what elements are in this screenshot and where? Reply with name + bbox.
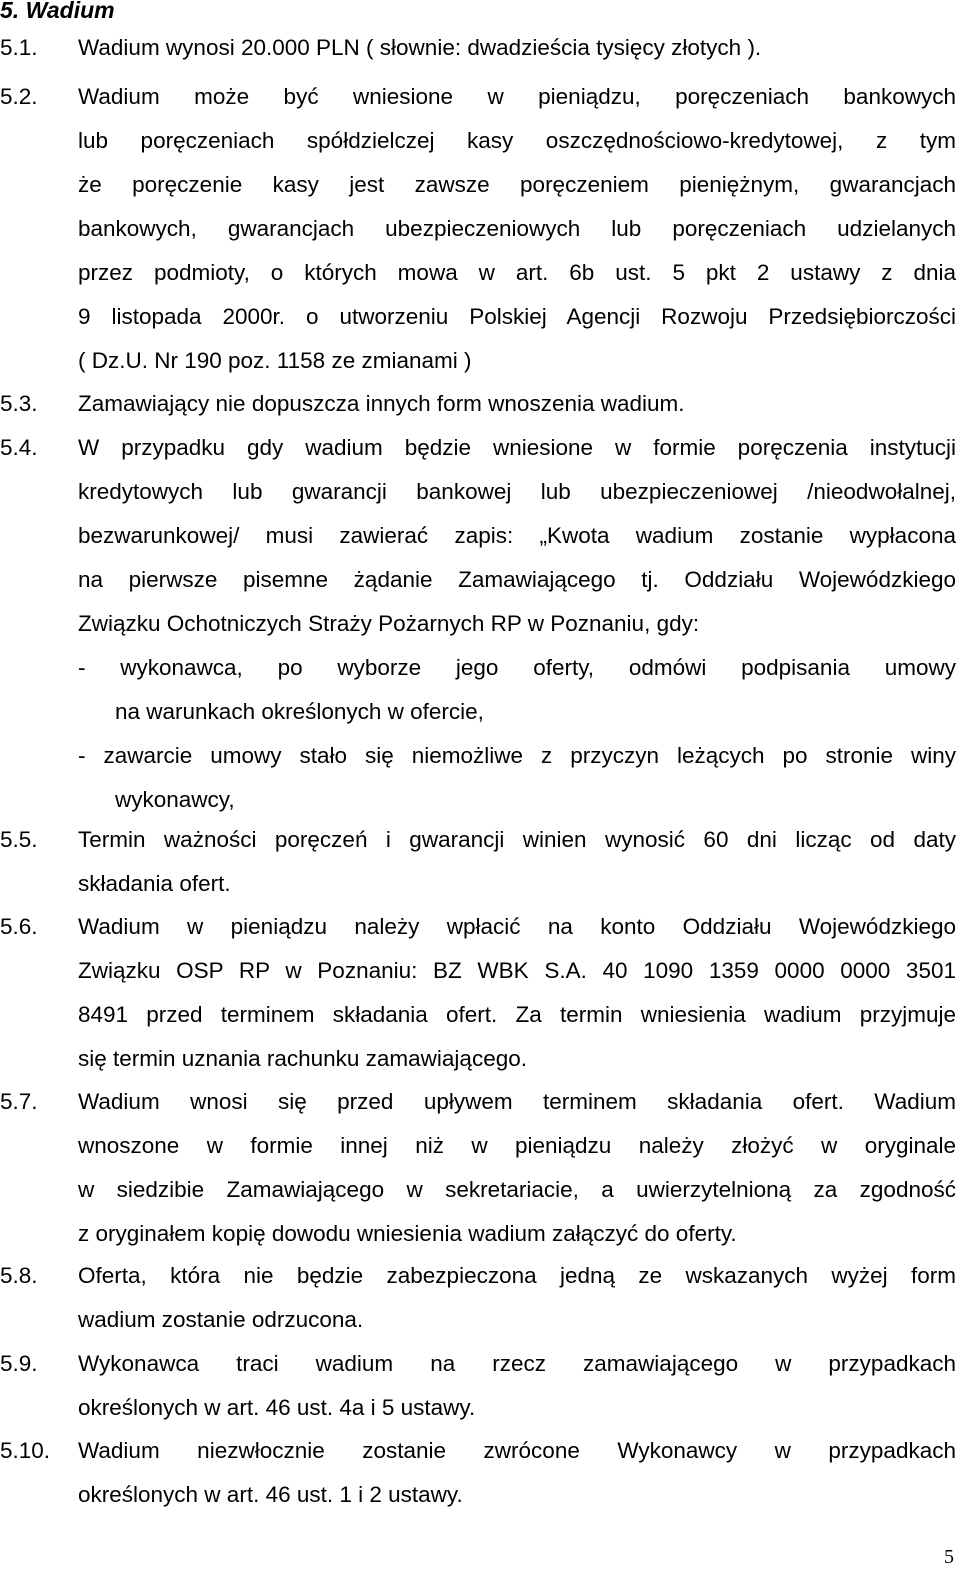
text-line: że poręczenie kasy jest zawsze poręczeniem pieniężnym, gwarancjach — [78, 172, 956, 197]
clause-number: 5.3. — [0, 391, 38, 416]
text-line: 9 listopada 2000r. o utworzeniu Polskiej Agencji Rozwoju Przedsiębiorczości — [78, 304, 956, 329]
text-line: określonych w art. 46 ust. 4a i 5 ustawy. — [78, 1395, 476, 1420]
text-line: Wykonawca traci wadium na rzecz zamawiającego w przypadkach — [78, 1351, 956, 1376]
clause-text — [78, 1080, 956, 1256]
clause-number: 5.2. — [0, 84, 38, 109]
text-line: - wykonawca, po wyborze jego oferty, odmówi podpisania umowy — [78, 655, 956, 680]
clause-text — [78, 382, 956, 426]
clause-number: 5.7. — [0, 1089, 38, 1114]
text-line: się termin uznania rachunku zamawiającego. — [78, 1046, 527, 1071]
text-line: z oryginałem kopię dowodu wniesienia wadium załączyć do oferty. — [78, 1221, 737, 1246]
text-line: - zawarcie umowy stało się niemożliwe z przyczyn leżących po stronie winy — [78, 743, 956, 768]
text-line: Wadium wynosi 20.000 PLN ( słownie: dwadzieścia tysięcy złotych ). — [78, 35, 762, 60]
clause-number: 5.8. — [0, 1263, 38, 1288]
section-heading: 5. Wadium — [0, 0, 115, 23]
text-line: składania ofert. — [78, 871, 231, 896]
text-line: bankowych, gwarancjach ubezpieczeniowych lub poręczeniach udzielanych — [78, 216, 956, 241]
clause-number: 5.1. — [0, 35, 38, 60]
text-line: W przypadku gdy wadium będzie wniesione w formie poręczenia instytucji — [78, 435, 956, 460]
text-line: bezwarunkowej/ musi zawierać zapis: „Kwota wadium zostanie wypłacona — [78, 523, 956, 548]
text-line: Związku Ochotniczych Straży Pożarnych RP w Poznaniu, gdy: — [78, 611, 700, 636]
clause-text — [78, 905, 956, 1081]
clause-number: 5.10. — [0, 1438, 51, 1463]
clause-text — [78, 1254, 956, 1342]
text-line: wadium zostanie odrzucona. — [78, 1307, 364, 1332]
clause-number: 5.5. — [0, 827, 38, 852]
text-line: wnoszone w formie innej niż w pieniądzu należy złożyć w oryginale — [78, 1133, 956, 1158]
clause-number: 5.9. — [0, 1351, 38, 1376]
text-line: w siedzibie Zamawiającego w sekretariacie, a uwierzytelnioną za zgodność — [78, 1177, 956, 1202]
page-number: 5 — [944, 1546, 954, 1568]
clause-text — [78, 426, 956, 822]
text-line: przez podmioty, o których mowa w art. 6b ust. 5 pkt 2 ustawy z dnia — [78, 260, 956, 285]
text-line: Wadium wnosi się przed upływem terminem składania ofert. Wadium — [78, 1089, 956, 1114]
text-line: 8491 przed terminem składania ofert. Za termin wniesienia wadium przyjmuje — [78, 1002, 956, 1027]
text-line: Oferta, która nie będzie zabezpieczona jedną ze wskazanych wyżej form — [78, 1263, 956, 1288]
text-line: na pierwsze pisemne żądanie Zamawiającego tj. Oddziału Wojewódzkiego — [78, 567, 956, 592]
text-line: na warunkach określonych w ofercie, — [115, 699, 484, 724]
text-line: kredytowych lub gwarancji bankowej lub ubezpieczeniowej /nieodwołalnej, — [78, 479, 956, 504]
text-line: Wadium niezwłocznie zostanie zwrócone Wykonawcy w przypadkach — [78, 1438, 956, 1463]
text-line: lub poręczeniach spółdzielczej kasy oszczędnościowo-kredytowej, z tym — [78, 128, 956, 153]
clause-text — [78, 75, 956, 383]
clause-text — [78, 26, 956, 70]
clause-number: 5.4. — [0, 435, 38, 460]
text-line: Związku OSP RP w Poznaniu: BZ WBK S.A. 40 1090 1359 0000 0000 3501 — [78, 958, 956, 983]
clause-text — [78, 818, 956, 906]
text-line: Wadium może być wniesione w pieniądzu, poręczeniach bankowych — [78, 84, 956, 109]
text-line: Termin ważności poręczeń i gwarancji winien wynosić 60 dni licząc od daty — [78, 827, 956, 852]
clause-number: 5.6. — [0, 914, 38, 939]
clause-text — [78, 1342, 956, 1430]
text-line: ( Dz.U. Nr 190 poz. 1158 ze zmianami ) — [78, 348, 472, 373]
text-line: wykonawcy, — [115, 787, 235, 812]
text-line: Zamawiający nie dopuszcza innych form wnoszenia wadium. — [78, 391, 685, 416]
clause-text — [78, 1429, 956, 1517]
text-line: określonych w art. 46 ust. 1 i 2 ustawy. — [78, 1482, 463, 1507]
text-line: Wadium w pieniądzu należy wpłacić na konto Oddziału Wojewódzkiego — [78, 914, 956, 939]
